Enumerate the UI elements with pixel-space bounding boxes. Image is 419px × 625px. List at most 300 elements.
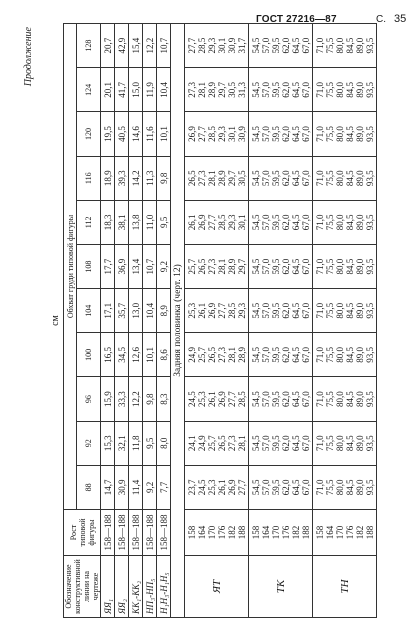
cell-value: 27,3: [186, 82, 197, 98]
table-cell: 18,3: [101, 200, 115, 244]
table-cell: 11,9: [143, 68, 157, 112]
cell-value: 24,1: [186, 435, 197, 452]
table-cell: 9,2: [157, 244, 171, 288]
table-cell: [313, 333, 377, 377]
cell-value: 59,5: [270, 82, 281, 98]
unit-label: см: [50, 315, 61, 326]
cell-value: 71,0: [314, 258, 325, 275]
cell-value: 75,5: [324, 435, 335, 452]
cell-value: 28,9: [226, 258, 237, 275]
table-cell: 11,0: [143, 200, 157, 244]
cell-value: 27,7: [186, 37, 197, 54]
cell-value: 57,0: [260, 82, 271, 98]
table-row: [157, 24, 171, 618]
cell-value: 27,7: [216, 302, 227, 319]
table-cell: 15,4: [129, 24, 143, 68]
cell-value: 25,3: [186, 302, 197, 319]
table-cell: [249, 156, 313, 200]
chest-size-header: 96: [77, 377, 101, 421]
table-cell: 17,1: [101, 289, 115, 333]
table-cell: 42,9: [115, 24, 129, 68]
table-cell: [249, 68, 313, 112]
height-value: 170: [206, 525, 217, 540]
cell-value: 24,5: [196, 479, 207, 496]
block-heights: [249, 510, 313, 556]
cell-value: 28,1: [226, 347, 237, 363]
cell-value: 54,5: [250, 82, 261, 98]
cell-value: 64,5: [290, 170, 301, 187]
cell-value: 64,5: [290, 82, 301, 98]
table-cell: [185, 156, 249, 200]
chest-size-header: 100: [77, 333, 101, 377]
table-cell: 41,7: [115, 68, 129, 112]
cell-value: 57,0: [260, 258, 271, 275]
cell-value: 80,0: [334, 37, 345, 54]
table-cell: [185, 289, 249, 333]
cell-value: 80,0: [334, 302, 345, 319]
table-cell: [185, 377, 249, 421]
cell-value: 27,3: [216, 347, 227, 363]
cell-value: 30,5: [226, 82, 237, 98]
cell-value: 71,0: [314, 302, 325, 319]
table-cell: [249, 24, 313, 68]
cell-value: 62,0: [280, 347, 291, 363]
height-value: 188: [236, 525, 247, 540]
table-cell: [249, 465, 313, 509]
cell-value: 57,0: [260, 391, 271, 407]
cell-value: 62,0: [280, 302, 291, 319]
page-label: С.: [376, 14, 386, 25]
row-designation: НП₃-НП₅: [143, 556, 157, 618]
cell-value: 27,3: [196, 170, 207, 187]
cell-value: 67,0: [300, 391, 311, 407]
chest-size-header: 108: [77, 244, 101, 288]
cell-value: 84,5: [344, 170, 355, 187]
cell-value: 62,0: [280, 391, 291, 407]
table-cell: 9,5: [157, 200, 171, 244]
cell-value: 25,7: [186, 258, 197, 275]
cell-value: 89,0: [354, 435, 365, 452]
cell-value: 80,0: [334, 258, 345, 275]
row-designation: ЯЯ₁: [101, 556, 115, 618]
row-height: 158—188: [129, 510, 143, 556]
height-value: 164: [196, 525, 207, 540]
cell-value: 75,5: [324, 479, 335, 496]
cell-value: 59,5: [270, 435, 281, 452]
chest-size-header: 112: [77, 200, 101, 244]
cell-value: 26,5: [216, 435, 227, 452]
cell-value: 75,5: [324, 170, 335, 187]
cell-value: 30,1: [216, 37, 227, 54]
table-cell: 7,7: [157, 465, 171, 509]
cell-value: 54,5: [250, 391, 261, 407]
table-row: [143, 24, 157, 618]
cell-value: 93,5: [364, 170, 375, 187]
table-cell: 33,3: [115, 377, 129, 421]
row-height: 158—188: [157, 510, 171, 556]
cell-value: 59,5: [270, 302, 281, 319]
cell-value: 89,0: [354, 479, 365, 496]
cell-value: 62,0: [280, 258, 291, 275]
cell-value: 64,5: [290, 214, 301, 231]
table-cell: 9,8: [143, 377, 157, 421]
cell-value: 59,5: [270, 126, 281, 142]
cell-value: 59,5: [270, 170, 281, 187]
table-cell: 8,6: [157, 333, 171, 377]
cell-value: 54,5: [250, 347, 261, 363]
cell-value: 27,7: [236, 479, 247, 496]
section-title-row: [171, 24, 185, 618]
cell-value: 64,5: [290, 302, 301, 319]
cell-value: 84,5: [344, 82, 355, 98]
table-cell: 17,7: [101, 244, 115, 288]
cell-value: 89,0: [354, 82, 365, 98]
cell-value: 31,3: [236, 82, 247, 98]
table-cell: [185, 68, 249, 112]
height-value: 176: [344, 525, 355, 540]
page-number: 35: [394, 13, 407, 25]
section-title: Задняя половинка (черт. 12): [171, 24, 185, 618]
cell-value: 28,5: [226, 302, 237, 319]
cell-value: 57,0: [260, 214, 271, 231]
table-cell: [313, 156, 377, 200]
cell-value: 80,0: [334, 479, 345, 496]
cell-value: 80,0: [334, 435, 345, 452]
cell-value: 28,1: [206, 170, 217, 187]
height-value: 164: [324, 525, 335, 540]
table-row: [115, 24, 129, 618]
cell-value: 84,5: [344, 126, 355, 142]
cell-value: 67,0: [300, 214, 311, 231]
table-cell: [249, 112, 313, 156]
row-height: 158—188: [143, 510, 157, 556]
cell-value: 30,9: [236, 126, 247, 142]
chest-size-header: 92: [77, 421, 101, 465]
table-cell: 38,1: [115, 200, 129, 244]
cell-value: 26,9: [196, 214, 207, 231]
cell-value: 57,0: [260, 347, 271, 363]
cell-value: 26,9: [186, 126, 197, 142]
cell-value: 28,5: [196, 37, 207, 54]
table-cell: 20,1: [101, 68, 115, 112]
table-cell: 8,0: [157, 421, 171, 465]
table-body: [101, 24, 377, 618]
cell-value: 62,0: [280, 435, 291, 452]
chest-size-header: 116: [77, 156, 101, 200]
table-cell: 8,3: [157, 377, 171, 421]
cell-value: 89,0: [354, 391, 365, 407]
height-value: 158: [250, 525, 261, 540]
cell-value: 93,5: [364, 82, 375, 98]
cell-value: 26,5: [186, 170, 197, 187]
block-heights: [313, 510, 377, 556]
cell-value: 59,5: [270, 214, 281, 231]
table-cell: 13,0: [129, 289, 143, 333]
table-cell: [313, 421, 377, 465]
cell-value: 71,0: [314, 479, 325, 496]
cell-value: 26,1: [206, 391, 217, 407]
height-value: 158: [314, 525, 325, 540]
cell-value: 93,5: [364, 479, 375, 496]
height-value: 158: [186, 525, 197, 540]
table-cell: 12,6: [129, 333, 143, 377]
cell-value: 26,9: [216, 391, 227, 407]
cell-value: 28,5: [236, 391, 247, 407]
cell-value: 64,5: [290, 37, 301, 54]
cell-value: 26,9: [226, 479, 237, 496]
cell-value: 75,5: [324, 258, 335, 275]
cell-value: 71,0: [314, 214, 325, 231]
cell-value: 93,5: [364, 214, 375, 231]
cell-value: 67,0: [300, 435, 311, 452]
cell-value: 23,7: [186, 479, 197, 496]
row-height: 158—188: [101, 510, 115, 556]
cell-value: 80,0: [334, 126, 345, 142]
cell-value: 59,5: [270, 479, 281, 496]
chest-size-header: 128: [77, 24, 101, 68]
cell-value: 28,9: [236, 347, 247, 363]
cell-value: 26,1: [196, 302, 207, 319]
cell-value: 29,3: [226, 214, 237, 231]
cell-value: 84,5: [344, 258, 355, 275]
cell-value: 93,5: [364, 347, 375, 363]
height-value: 164: [260, 525, 271, 540]
cell-value: 71,0: [314, 37, 325, 54]
cell-value: 54,5: [250, 435, 261, 452]
table-cell: [313, 200, 377, 244]
cell-value: 29,7: [236, 258, 247, 275]
cell-value: 67,0: [300, 37, 311, 54]
block-designation: ТК: [249, 556, 313, 618]
cell-value: 57,0: [260, 170, 271, 187]
cell-value: 80,0: [334, 347, 345, 363]
cell-value: 29,7: [216, 82, 227, 98]
cell-value: 27,3: [206, 258, 217, 275]
cell-value: 84,5: [344, 479, 355, 496]
table-cell: [249, 244, 313, 288]
height-value: 176: [216, 525, 227, 540]
table-cell: 35,7: [115, 289, 129, 333]
cell-value: 25,3: [196, 391, 207, 407]
cell-value: 26,5: [196, 258, 207, 275]
rotated-table-container: [19, 23, 400, 618]
table-cell: 34,5: [115, 333, 129, 377]
table-cell: 39,3: [115, 156, 129, 200]
table-cell: 10,7: [157, 24, 171, 68]
table-cell: [185, 24, 249, 68]
cell-value: 75,5: [324, 126, 335, 142]
cell-value: 89,0: [354, 214, 365, 231]
cell-value: 57,0: [260, 37, 271, 54]
cell-value: 28,1: [236, 435, 247, 452]
cell-value: 54,5: [250, 126, 261, 142]
table-cell: [313, 244, 377, 288]
cell-value: 80,0: [334, 170, 345, 187]
cell-value: 89,0: [354, 170, 365, 187]
chest-size-header: 120: [77, 112, 101, 156]
cell-value: 30,9: [226, 37, 237, 54]
cell-value: 71,0: [314, 347, 325, 363]
header-designation: Обозначение конструктивной линии на чертеже: [64, 556, 101, 618]
cell-value: 67,0: [300, 126, 311, 142]
table-cell: 15,9: [101, 377, 115, 421]
cell-value: 80,0: [334, 214, 345, 231]
height-value: 170: [270, 525, 281, 540]
table-cell: 9,8: [157, 156, 171, 200]
cell-value: 71,0: [314, 126, 325, 142]
cell-value: 89,0: [354, 126, 365, 142]
cell-value: 62,0: [280, 214, 291, 231]
cell-value: 26,9: [206, 302, 217, 319]
cell-value: 67,0: [300, 302, 311, 319]
height-value: 182: [290, 525, 301, 540]
table-cell: 11,4: [129, 465, 143, 509]
table-block: [313, 24, 377, 618]
cell-value: 54,5: [250, 170, 261, 187]
cell-value: 30,1: [226, 126, 237, 142]
table-cell: [185, 244, 249, 288]
cell-value: 28,5: [206, 126, 217, 142]
block-designation: ТН: [313, 556, 377, 618]
cell-value: 27,3: [226, 435, 237, 452]
cell-value: 54,5: [250, 258, 261, 275]
table-cell: 13,8: [129, 200, 143, 244]
height-value: 182: [226, 525, 237, 540]
cell-value: 84,5: [344, 214, 355, 231]
cell-value: 89,0: [354, 302, 365, 319]
cell-value: 93,5: [364, 126, 375, 142]
table-cell: 12,2: [129, 377, 143, 421]
cell-value: 71,0: [314, 391, 325, 407]
cell-value: 30,5: [236, 170, 247, 187]
chest-size-header: 88: [77, 465, 101, 509]
table-cell: [185, 333, 249, 377]
cell-value: 67,0: [300, 479, 311, 496]
cell-value: 93,5: [364, 302, 375, 319]
table-cell: [249, 333, 313, 377]
table-cell: [185, 465, 249, 509]
cell-value: 28,9: [206, 82, 217, 98]
table-cell: 9,5: [143, 421, 157, 465]
cell-value: 57,0: [260, 126, 271, 142]
table-block: [185, 24, 249, 618]
cell-value: 31,7: [236, 37, 247, 54]
height-value: 182: [354, 525, 365, 540]
cell-value: 89,0: [354, 258, 365, 275]
cell-value: 25,3: [206, 479, 217, 496]
table-cell: [185, 200, 249, 244]
table-cell: 30,9: [115, 465, 129, 509]
table-cell: [185, 112, 249, 156]
cell-value: 62,0: [280, 37, 291, 54]
measurement-table: [63, 23, 377, 618]
table-cell: [313, 289, 377, 333]
cell-value: 64,5: [290, 126, 301, 142]
cell-value: 54,5: [250, 302, 261, 319]
height-value: 188: [300, 525, 311, 540]
cell-value: 28,9: [216, 170, 227, 187]
cell-value: 24,9: [196, 435, 207, 452]
cell-value: 26,1: [216, 479, 227, 496]
row-designation: КК₁-КК₂: [129, 556, 143, 618]
cell-value: 67,0: [300, 258, 311, 275]
table-cell: [249, 377, 313, 421]
table-block: [249, 24, 313, 618]
cell-value: 67,0: [300, 347, 311, 363]
cell-value: 84,5: [344, 435, 355, 452]
height-value: 170: [334, 525, 345, 540]
cell-value: 25,7: [196, 347, 207, 363]
row-height: 158—188: [115, 510, 129, 556]
continuation-label: Продолжение: [23, 27, 34, 87]
cell-value: 54,5: [250, 479, 261, 496]
cell-value: 28,1: [196, 82, 207, 98]
cell-value: 67,0: [300, 170, 311, 187]
cell-value: 57,0: [260, 302, 271, 319]
cell-value: 64,5: [290, 347, 301, 363]
table-cell: 8,9: [157, 289, 171, 333]
cell-value: 54,5: [250, 214, 261, 231]
cell-value: 26,1: [186, 214, 197, 231]
cell-value: 62,0: [280, 479, 291, 496]
table-cell: 32,1: [115, 421, 129, 465]
table-cell: 10,7: [143, 244, 157, 288]
cell-value: 57,0: [260, 479, 271, 496]
header-height: Рост типовой фигуры: [64, 510, 101, 556]
cell-value: 29,3: [206, 37, 217, 54]
cell-value: 29,7: [226, 170, 237, 187]
cell-value: 29,3: [236, 302, 247, 319]
cell-value: 75,5: [324, 302, 335, 319]
cell-value: 27,7: [226, 391, 237, 407]
cell-value: 59,5: [270, 37, 281, 54]
table-cell: 10,4: [143, 289, 157, 333]
cell-value: 71,0: [314, 82, 325, 98]
standard-number: ГОСТ 27216—87: [256, 14, 337, 25]
cell-value: 59,5: [270, 347, 281, 363]
height-value: 176: [280, 525, 291, 540]
table-cell: 10,4: [157, 68, 171, 112]
block-designation: ЯТ: [185, 556, 249, 618]
table-cell: 18,9: [101, 156, 115, 200]
table-cell: [313, 112, 377, 156]
cell-value: 84,5: [344, 302, 355, 319]
table-cell: 14,2: [129, 156, 143, 200]
cell-value: 93,5: [364, 37, 375, 54]
table-cell: [249, 289, 313, 333]
table-cell: 10,1: [157, 112, 171, 156]
cell-value: 75,5: [324, 82, 335, 98]
block-heights: [185, 510, 249, 556]
cell-value: 75,5: [324, 347, 335, 363]
table-cell: [313, 24, 377, 68]
table-cell: 14,6: [129, 112, 143, 156]
cell-value: 93,5: [364, 391, 375, 407]
cell-value: 93,5: [364, 258, 375, 275]
cell-value: 71,0: [314, 435, 325, 452]
cell-value: 93,5: [364, 435, 375, 452]
table-cell: [249, 200, 313, 244]
cell-value: 89,0: [354, 37, 365, 54]
cell-value: 84,5: [344, 37, 355, 54]
cell-value: 64,5: [290, 391, 301, 407]
cell-value: 27,7: [196, 126, 207, 142]
chest-size-header: 124: [77, 68, 101, 112]
table-cell: [313, 465, 377, 509]
cell-value: 25,7: [206, 435, 217, 452]
table-cell: 12,2: [143, 24, 157, 68]
cell-value: 30,1: [236, 214, 247, 231]
